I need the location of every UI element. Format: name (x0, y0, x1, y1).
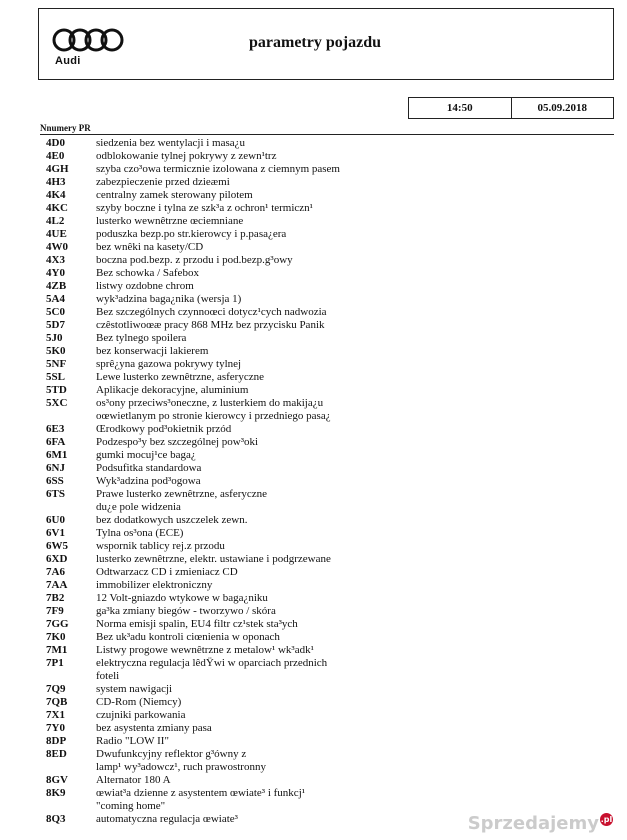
pr-code-row (0, 657, 627, 683)
pr-description: "coming home" (96, 800, 166, 812)
brand-name: Audi (55, 55, 81, 67)
pr-description: szyba czo³owa termicznie izolowana z ciemnym pasem (96, 163, 340, 175)
pr-code-row (0, 254, 627, 267)
pr-code-row (0, 618, 627, 631)
pr-code: 4UE (46, 228, 67, 240)
pr-description: bez wnêki na kasety/CD (96, 241, 204, 253)
pr-code-row (0, 241, 627, 254)
pr-description: immobilizer elektroniczny (96, 579, 213, 591)
pr-description: wspornik tablicy rej.z przodu (96, 540, 225, 552)
pr-code-row (0, 423, 627, 436)
header-box (38, 8, 614, 80)
pr-code: 5K0 (46, 345, 66, 357)
pr-description: boczna pod.bezp. z przodu i pod.bezp.g³owy (96, 254, 293, 266)
pr-code: 7F9 (46, 605, 64, 617)
pr-description: zabezpieczenie przed dzieæmi (96, 176, 230, 188)
pr-description: œwiat³a dzienne z asystentem œwiate³ i funkcj¹ (96, 787, 306, 799)
pr-code: 6E3 (46, 423, 65, 435)
pr-code: 5XC (46, 397, 68, 409)
pr-code: 4GH (46, 163, 69, 175)
pr-code: 7M1 (46, 644, 68, 656)
pr-code: 4H3 (46, 176, 66, 188)
pr-code: 6V1 (46, 527, 65, 539)
pr-description: Odtwarzacz CD i zmieniacz CD (96, 566, 238, 578)
pr-code-row (0, 644, 627, 657)
pr-description: szyby boczne i tylna ze szk³a z ochron¹ termiczn¹ (96, 202, 313, 214)
pr-code-row (0, 150, 627, 163)
pr-description: bez asystenta zmiany pasa (96, 722, 212, 734)
pr-code: 7K0 (46, 631, 66, 643)
pr-code: 8DP (46, 735, 67, 747)
pr-code: 4KC (46, 202, 68, 214)
pr-code-row (0, 332, 627, 345)
pr-code: 5C0 (46, 306, 65, 318)
pr-code-row (0, 579, 627, 592)
pr-description: Tylna os³ona (ECE) (96, 527, 184, 539)
pr-description: sprê¿yna gazowa pokrywy tylnej (96, 358, 242, 370)
pr-code-row (0, 267, 627, 280)
pr-code-row (0, 566, 627, 579)
pr-description: Bez uk³adu kontroli ciœnienia w oponach (96, 631, 280, 643)
pr-code-row (0, 631, 627, 644)
pr-code-row (0, 488, 627, 514)
pr-description: bez konserwacji lakierem (96, 345, 209, 357)
pr-code-row (0, 540, 627, 553)
pr-description: Norma emisji spalin, EU4 filtr cz¹stek sta³ych (96, 618, 298, 630)
pr-description: Bez szczególnych czynnoœci dotycz¹cych nadwozia (96, 306, 327, 318)
pr-description: foteli (96, 670, 120, 682)
pr-code-row (0, 709, 627, 722)
pr-description: Lewe lusterko zewnêtrzne, asferyczne (96, 371, 264, 383)
pr-code: 8ED (46, 748, 67, 760)
pr-code: 6NJ (46, 462, 65, 474)
pr-description: lusterko zewnêtrzne, elektr. ustawiane i podgrzewane (96, 553, 331, 565)
pr-description: 12 Volt-gniazdo wtykowe w baga¿niku (96, 592, 268, 604)
pr-code-row (0, 748, 627, 774)
pr-description: wyk³adzina baga¿nika (wersja 1) (96, 293, 242, 305)
pr-code-row (0, 527, 627, 540)
pr-code-row (0, 202, 627, 215)
pr-code-row (0, 735, 627, 748)
pr-code: 4ZB (46, 280, 67, 292)
watermark-text: Sprzedajemy (467, 813, 599, 834)
pr-code: 6U0 (46, 514, 65, 526)
pr-code-row (0, 371, 627, 384)
pr-code-row (0, 449, 627, 462)
pr-code-row (0, 475, 627, 488)
pr-code-list (0, 137, 627, 826)
pr-description: system nawigacji (96, 683, 173, 695)
pr-code: 7A6 (46, 566, 65, 578)
pr-code-row (0, 514, 627, 527)
pr-code-row (0, 189, 627, 202)
pr-code-row (0, 176, 627, 189)
pr-code-row (0, 696, 627, 709)
pr-code-row (0, 215, 627, 228)
pr-code: 8K9 (46, 787, 66, 799)
pr-code-row (0, 787, 627, 813)
pr-code: 4L2 (46, 215, 65, 227)
pr-code: 8Q3 (46, 813, 66, 825)
pr-code: 5TD (46, 384, 67, 396)
pr-code-row (0, 345, 627, 358)
pr-description: czujniki parkowania (96, 709, 186, 721)
pr-code: 6XD (46, 553, 68, 565)
pr-code: 7QB (46, 696, 68, 708)
pr-code: 7GG (46, 618, 69, 630)
pr-description: czêstotliwoœæ pracy 868 MHz bez przycisku Panik (96, 319, 325, 331)
pr-code-row (0, 319, 627, 332)
watermark-badge: .pl (600, 815, 613, 824)
pr-description: Aplikacje dekoracyjne, aluminium (96, 384, 249, 396)
pr-description: Œrodkowy pod³okietnik przód (96, 423, 232, 435)
pr-code: 7P1 (46, 657, 64, 669)
pr-code-row (0, 137, 627, 150)
pr-description: poduszka bezp.po str.kierowcy i p.pasa¿era (96, 228, 287, 240)
pr-code: 6SS (46, 475, 64, 487)
datetime-box (408, 97, 614, 119)
pr-description: centralny zamek sterowany pilotem (96, 189, 253, 201)
pr-code: 4W0 (46, 241, 68, 253)
pr-code: 4Y0 (46, 267, 65, 279)
pr-code-row (0, 228, 627, 241)
pr-code-row (0, 462, 627, 475)
pr-code-row (0, 280, 627, 293)
pr-code: 5J0 (46, 332, 63, 344)
pr-code: 5SL (46, 371, 65, 383)
pr-code: 7Q9 (46, 683, 66, 695)
pr-description: bez dodatkowych uszczelek zewn. (96, 514, 248, 526)
pr-description: siedzenia bez wentylacji i masa¿u (96, 137, 246, 149)
pr-code: 4D0 (46, 137, 65, 149)
pr-description: automatyczna regulacja œwiate³ (96, 813, 238, 825)
pr-code-row (0, 722, 627, 735)
pr-code-row (0, 358, 627, 371)
pr-code: 6W5 (46, 540, 68, 552)
pr-code: 4X3 (46, 254, 65, 266)
pr-description: elektryczna regulacja lêdŸwi w oparciach przednich (96, 657, 328, 669)
watermark (468, 813, 613, 834)
pr-code-row (0, 592, 627, 605)
pr-description: listwy ozdobne chrom (96, 280, 194, 292)
pr-description: ga³ka zmiany biegów - tworzywo / skóra (96, 605, 276, 617)
pr-description: Radio "LOW II" (96, 735, 169, 747)
pr-description: lamp¹ wy³adowcz¹, ruch prawostronny (96, 761, 266, 773)
pr-description: Listwy progowe wewnêtrzne z metalow¹ wk³adk¹ (96, 644, 314, 656)
date-cell: 05.09.2018 (537, 102, 587, 114)
pr-code-row (0, 553, 627, 566)
pr-description: Dwufunkcyjny reflektor g³ówny z (96, 748, 247, 760)
pr-code-row (0, 774, 627, 787)
pr-description: oœwietlanym po stronie kierowcy i przedniego pasa¿ (96, 410, 331, 422)
pr-description: odblokowanie tylnej pokrywy z zewn¹trz (96, 150, 277, 162)
pr-description: os³ony przeciws³oneczne, z lusterkiem do makija¿u (96, 397, 324, 409)
pr-code-row (0, 605, 627, 618)
pr-code-row (0, 436, 627, 449)
pr-code: 5NF (46, 358, 67, 370)
pr-code: 4K4 (46, 189, 66, 201)
pr-code: 7B2 (46, 592, 65, 604)
pr-description: Podzespo³y bez szczególnej pow³oki (96, 436, 259, 448)
pr-code-row (0, 293, 627, 306)
pr-code: 7X1 (46, 709, 65, 721)
pr-description: gumki mocuj¹ce baga¿ (96, 449, 196, 461)
pr-description: Wyk³adzina pod³ogowa (96, 475, 201, 487)
pr-code: 7AA (46, 579, 68, 591)
pr-description: Podsufitka standardowa (96, 462, 202, 474)
pr-code-row (0, 384, 627, 397)
pr-description: Alternator 180 A (96, 774, 171, 786)
pr-code: 8GV (46, 774, 68, 786)
pr-code: 5D7 (46, 319, 65, 331)
pr-description: Prawe lusterko zewnêtrzne, asferyczne (96, 488, 268, 500)
pr-code: 6TS (46, 488, 65, 500)
pr-code-row (0, 397, 627, 423)
pr-description: du¿e pole widzenia (96, 501, 181, 513)
pr-description: Bez schowka / Safebox (96, 267, 199, 279)
pr-description: Bez tylnego spoilera (96, 332, 187, 344)
pr-code: 6FA (46, 436, 66, 448)
section-label: Nnumery PR (40, 123, 91, 133)
pr-code-row (0, 306, 627, 319)
pr-code: 4E0 (46, 150, 65, 162)
pr-description: lusterko wewnêtrzne œciemniane (96, 215, 244, 227)
pr-code: 5A4 (46, 293, 65, 305)
pr-description: CD-Rom (Niemcy) (96, 696, 182, 708)
table-rule (40, 134, 614, 135)
pr-code-row (0, 163, 627, 176)
page-title: parametry pojazdu (249, 34, 381, 51)
pr-code: 6M1 (46, 449, 68, 461)
pr-code: 7Y0 (46, 722, 65, 734)
time-cell: 14:50 (409, 98, 512, 118)
pr-code-row (0, 683, 627, 696)
